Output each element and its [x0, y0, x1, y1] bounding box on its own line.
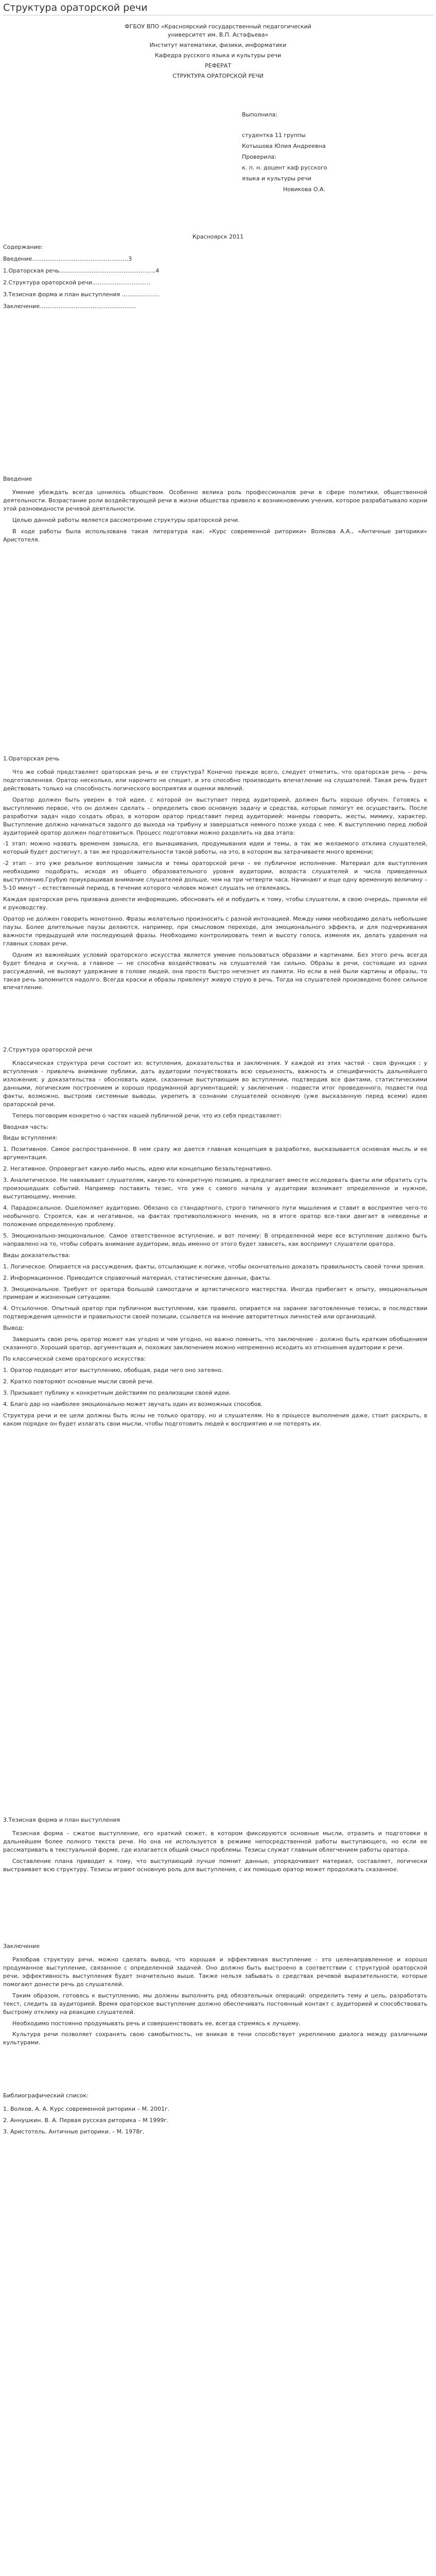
list-item: 3. Призывает публику к конкретным действиям по реализации своей идеи. — [3, 1389, 231, 1396]
toc-item: 2.Структура ораторской речи…………………….…… — [3, 279, 151, 286]
introduction-section — [3, 475, 427, 547]
section-heading: Заключение — [3, 1943, 40, 1950]
document-topic: СТРУКТУРА ОРАТОРСКОЙ РЕЧИ — [172, 72, 264, 79]
paragraph: Теперь поговорим конкретно о частях нашей публичной речи, что из себя представляет: — [12, 1112, 282, 1119]
paragraph: Завершить свою речь оратор может как угодно и чем угодно, но важно помнить, что заключение - должно быть кратким обобщением сказанного. Хороший оратор, аргументация и, похожих заключением можно непременно исходить из отношения аудитории к речи. — [3, 1336, 427, 1351]
city-year: Красноярск 2011 — [192, 233, 244, 240]
section-heading: 2.Структура ораторской речи — [3, 1046, 92, 1053]
bibliography-heading: Библиографический список: — [3, 2092, 89, 2099]
list-item: 1. Позитивное. Самое распространенное. В нем сразу же дается главная концепция в разработке, высказывается основная мысль и ее аргументация. — [3, 1146, 427, 1161]
list-item: 4. Отсылочное. Опытный оратор при публичном выступлении, как правило, опирается на заранее заготовленные тезисы, в последствии подтверждения ценности и правильности своей позиции, ссылается на мнение авторитетных личностей или организаций. — [3, 1305, 427, 1320]
toc-item: Введение……………………………………………3 — [3, 255, 132, 262]
paragraph: -2 этап – это уже реальное воплощение замысла и темы ораторской речи – ее публичное исполнение. Материал для выступления необходимо подобрать, исходя из общего образовательного уровня аудитории, возраста слушателей и числа приведенных выступлению.Грубую приукрашивая внимание слушателей дольше, чем на три четверти часа. Начинают и еще одну временную величину – 5-10 минут – естественный период, в течение которого человек может слушать не отвлекаясь. — [3, 860, 427, 892]
checked-label: Проверила: — [242, 153, 276, 160]
paragraph: Оратор не должен говорить монотонно. Фразы желательно произносить с разной интонацией. Между ними необходимо делать небольшие паузы. Более длительные паузы делаются, например, при смысловом переходе, для эмоционального эффекта, и для подчеркивания важности предыдущей или последующей фразы. Необходимо контролировать темп и высоту голоса, изменяя их, делать ударения на главных словах речи. — [3, 915, 427, 947]
paragraph: В ходе работы была использована такая литература как: «Курс современной риторики» Волкова А.А., «Античные риторики» Аристотеля. — [3, 528, 427, 543]
paragraph: Разобрав структуру речи, можно сделать вывод, что хорошая и эффективная выступление - это целенаправленное и хорошо продуманное выступление, связанное с определенной задачей. Оно должно быть выстроено в соответствии с структурой ораторской речи, эффективность выступления будет значительно выше. Также нельзя забывать о средствах речевой выразительности, которые помогают донести речь до слушателей. — [3, 1956, 427, 1988]
student-name: Котышова Юлия Андреевна — [242, 142, 326, 149]
subheading: Виды доказательства: — [3, 1251, 71, 1259]
section-speech-structure — [3, 1046, 427, 1431]
table-of-contents — [3, 243, 291, 314]
subheading: Вводная часть: — [3, 1123, 49, 1130]
conclusion-section — [3, 1942, 427, 2050]
checker-title-2: языка и культуры речи — [242, 175, 311, 182]
paragraph: Культура речи позволяет сохранять свою самобытность, не вникая в тени способствует укреплению диалога между различными культурами. — [3, 2031, 427, 2046]
list-item: 4. Благо дар но наиболее эмоционально может звучать один из возможных способов. — [3, 1400, 263, 1408]
section-heading: 1.Ораторская речь — [3, 755, 60, 762]
bibliography-item: 3. Аристотель. Античные риторики. – М. 1978г. — [3, 2128, 145, 2135]
toc-label: Содержание: — [3, 244, 43, 250]
list-item: 1. Оратор подводит итог выступлению, обобщая, ради чего оно затеяно. — [3, 1367, 223, 1374]
paragraph: Тезисная форма – сжатое выступление, его краткий сюжет, в котором фиксируются основные мысли, отразить и подготовки в дальнейшем более полного текста речи. Но она не используется в режиме непосредственной работы выступающего, но если ее рассматривать в текстуальной форме, где излагается общий смысл проблемы. Тезисы служат главным облегчением работы оратора. — [3, 1829, 427, 1853]
list-item: 2. Негативное. Опровергает какую-либо мысль, идею или концепцию безальтернативно. — [3, 1165, 272, 1173]
paragraph: -1 этап: можно назвать временем замысла, его вынашивания, продумывания идеи и темы, а так же желаемого отклика слушателей, который будет достигнут, а так же продолжительности такой работы, на это, в котором вы затрачиваете много времени; — [3, 840, 427, 856]
list-item: 3. Аналитическое. Не навязывает слушателям, какую-то конкретную позицию, а предлагает вместе исследовать факты или обратить суть произошедших событий. Например поставить тезис, что уже с самого начала у аудитории возникает определенное и нужное, выступающему, мнение. — [3, 1177, 427, 1200]
paragraph: Необходимо постоянно продумывать речь и совершенствовать ее, всегда стремясь к лучшему. — [12, 2020, 301, 2027]
paragraph: Оратор должен быть уверен в той идее, с которой он выступает перед аудиторией, должен быть хорошо обучен. Готовясь к выступлению первое, что он должен сделать – определить свою основную задачу и средства, которые помогут ее осуществить. После разработки задач надо создать образ, в котором оратор представит перед аудиторией: манеры говорить, жесты, мимику, характер. Выступление должно начинаться задолго до выхода на трибуну и завершаться немного позже ухода с нее. К выступлению перед любой аудиторией оратор должен подготовиться. Процесс подготовки можно разделить на два этапа: — [3, 796, 427, 836]
institution-name: ФГБОУ ВПО «Красноярский государственный педагогический университет им. В.П. Астафьева» — [125, 23, 311, 38]
checker-title-1: к. п. н. доцент каф русского — [242, 164, 327, 171]
done-label: Выполнила: — [242, 111, 278, 118]
bibliography-item: 2. Аннушкин. В. А. Первая русская риторика – М 1999г. — [3, 2116, 169, 2124]
paragraph: Одним из важнейших условий ораторского искусства является умение пользоваться образами и картинами. Без этого речь всегда будет бледна и скучна, а главное — не способна воздействовать на слушателей так сильно. Образы в речи, состоящие из одних рассуждений, не вызовут удержание в голове людей, она просто быстро нечезнет из памяти. Но если в ней были картины и образы, то такая речь запомнится надолго. Всегда краски и образы привлекут живую струю в речь. Тогда на слушателей произведено более сильное впечатление. — [3, 951, 427, 991]
list-item: 4. Парадоксальное. Ошеломляет аудиторию. Обязано со стандартного, строго типичного пути мышления и ставит в восприятие чего-то необычного. Строятся, как и негативное, на фактах противоположного мнения, но в итоге оратор все-таки двигает в неведенье и положение определенную проблему. — [3, 1205, 427, 1228]
list-item: 3. Эмоциональное. Требует от оратора большой самоотдачи и артистического мастерства. Иногда прибегает к опыту, эмоциональным примерам и жизненным ситуациям. — [3, 1285, 427, 1301]
paragraph: Умение убеждать всегда ценилось обществом. Особенно велика роль профессионалов речи в сфере политики, общественной деятельности. Возрастание роли воздействующей речи в жизни общества привело к возникновению учения, которое разрабатывало корни этой разновидности речевой деятельности. — [3, 488, 427, 512]
list-item: 1. Логическое. Опирается на рассуждения, факты, отсылающие к логике, чтобы окончательно доказать правильность своей точки зрения. — [3, 1263, 425, 1270]
paragraph: Что же собой представляет ораторская речь и ее структура? Конечно прежде всего, следует отметить, что ораторская речь – речь подготовленная. Оратор несколько, или нарочито не спешит, и это способно производить впечатление на слушателей. Такая речь будет действовать только на способность логического восприятия и оценки явлений. — [3, 768, 427, 792]
page-title: Структура ораторской речи — [3, 2, 148, 13]
checker-name: Новикова О.А. — [283, 185, 325, 193]
list-item: 2. Информационное. Приводится справочный материал, статистические данные, факты. — [3, 1274, 272, 1281]
section-oratory-speech — [3, 755, 427, 995]
paragraph: Таким образом, готовясь к выступлению, мы должны выполнить ряд обязательных операций: определить тему и цель, разработать текст, следить за аудиторией. Время ораторское выступление должно обеспечивать постоянный контакт с аудиторией и способствовать быстрому отклику на реакцию слушателей. — [3, 1992, 427, 2015]
section-heading: 3.Тезисная форма и план выступления — [3, 1817, 120, 1823]
paragraph: Составление плана приводит к тому, что выступающий лучше помнит данные, упорядочивает материал, составляет, логически выстраивает всю структуру. Тезисы играют основную роль для выступления, с их помощью оратор может продолжать сказанное. — [3, 1857, 427, 1873]
paragraph: Структура речи и ее цели должны быть ясны не только оратору, но и слушателям. Но в процессе выполнения даже, стоит раскрыть, в каком порядке он будет излагать свои мысли, чтобы подготовить людей к восприятию и не потерять их. — [3, 1412, 427, 1427]
paragraph: По классической схеме ораторского искусства: — [3, 1355, 146, 1363]
list-item: 2. Кратко повторяют основные мысли своей речи. — [3, 1378, 154, 1385]
paragraph: Целью данной работы является рассмотрение структуры ораторской речи. — [12, 516, 240, 523]
section-thesis-form — [3, 1816, 427, 1877]
list-item: 5. Эмоционально-эмоциональное. Самое ответственное вступление, и вот почему: В определенной мере все вступление должно быть направлено на то, чтобы собрать внимание аудитории, ведь именно от этого будет зависеть, как воспримут слушатели оратора. — [3, 1232, 427, 1247]
paragraph: Классическая структура речи состоит из: вступления, доказательства и заключения. У каждой из этих частей - своя функция : у вступления - привлечь внимание публики, дать аудитории почувствовать всю серьезность, важность и специфичность дальнейшего изложения; у доказательства - обосновать идеи, сказанные выступающим во вступлении, подтвердив все фактами, статистическими данными, логическим построением и хорошо продуманной аргументацией; у заключения - подвести итог проведенного, подвести под факты, возможно, выстроив системные выводы, укрепить в сознании слушателей основную (уже высказанную перед всеми) идею ораторской речи. — [3, 1059, 427, 1108]
section-heading: Введение — [3, 476, 32, 482]
title-page-header — [0, 23, 436, 82]
author-block — [242, 111, 396, 196]
bibliography-item: 1. Волков, А. А. Курс современной риторики – М. 2001г. — [3, 2105, 170, 2112]
toc-item: 1.Ораторская речь……………………………………………4 — [3, 267, 160, 274]
subheading: Вывод: — [3, 1325, 24, 1332]
paragraph: Каждая ораторская речь призвана донести информацию, обосновать её и побудить к тому, чтобы слушатели, в свою очередь, приняли её к руководству. — [3, 896, 427, 911]
department-name: Кафедра русского языка и культуры речи — [154, 52, 282, 59]
toc-item: 3.Тезисная форма и план выступления ……………….. — [3, 291, 160, 298]
institute-name: Институт математики, физики, информатики — [149, 41, 287, 48]
bibliography-section — [3, 2092, 427, 2139]
student-group: студентка 11 группы — [242, 131, 306, 139]
document-type: РЕФЕРАТ — [205, 62, 231, 69]
toc-item: Заключение…………………………………………… — [3, 302, 136, 310]
subheading: Виды вступления: — [3, 1134, 58, 1142]
